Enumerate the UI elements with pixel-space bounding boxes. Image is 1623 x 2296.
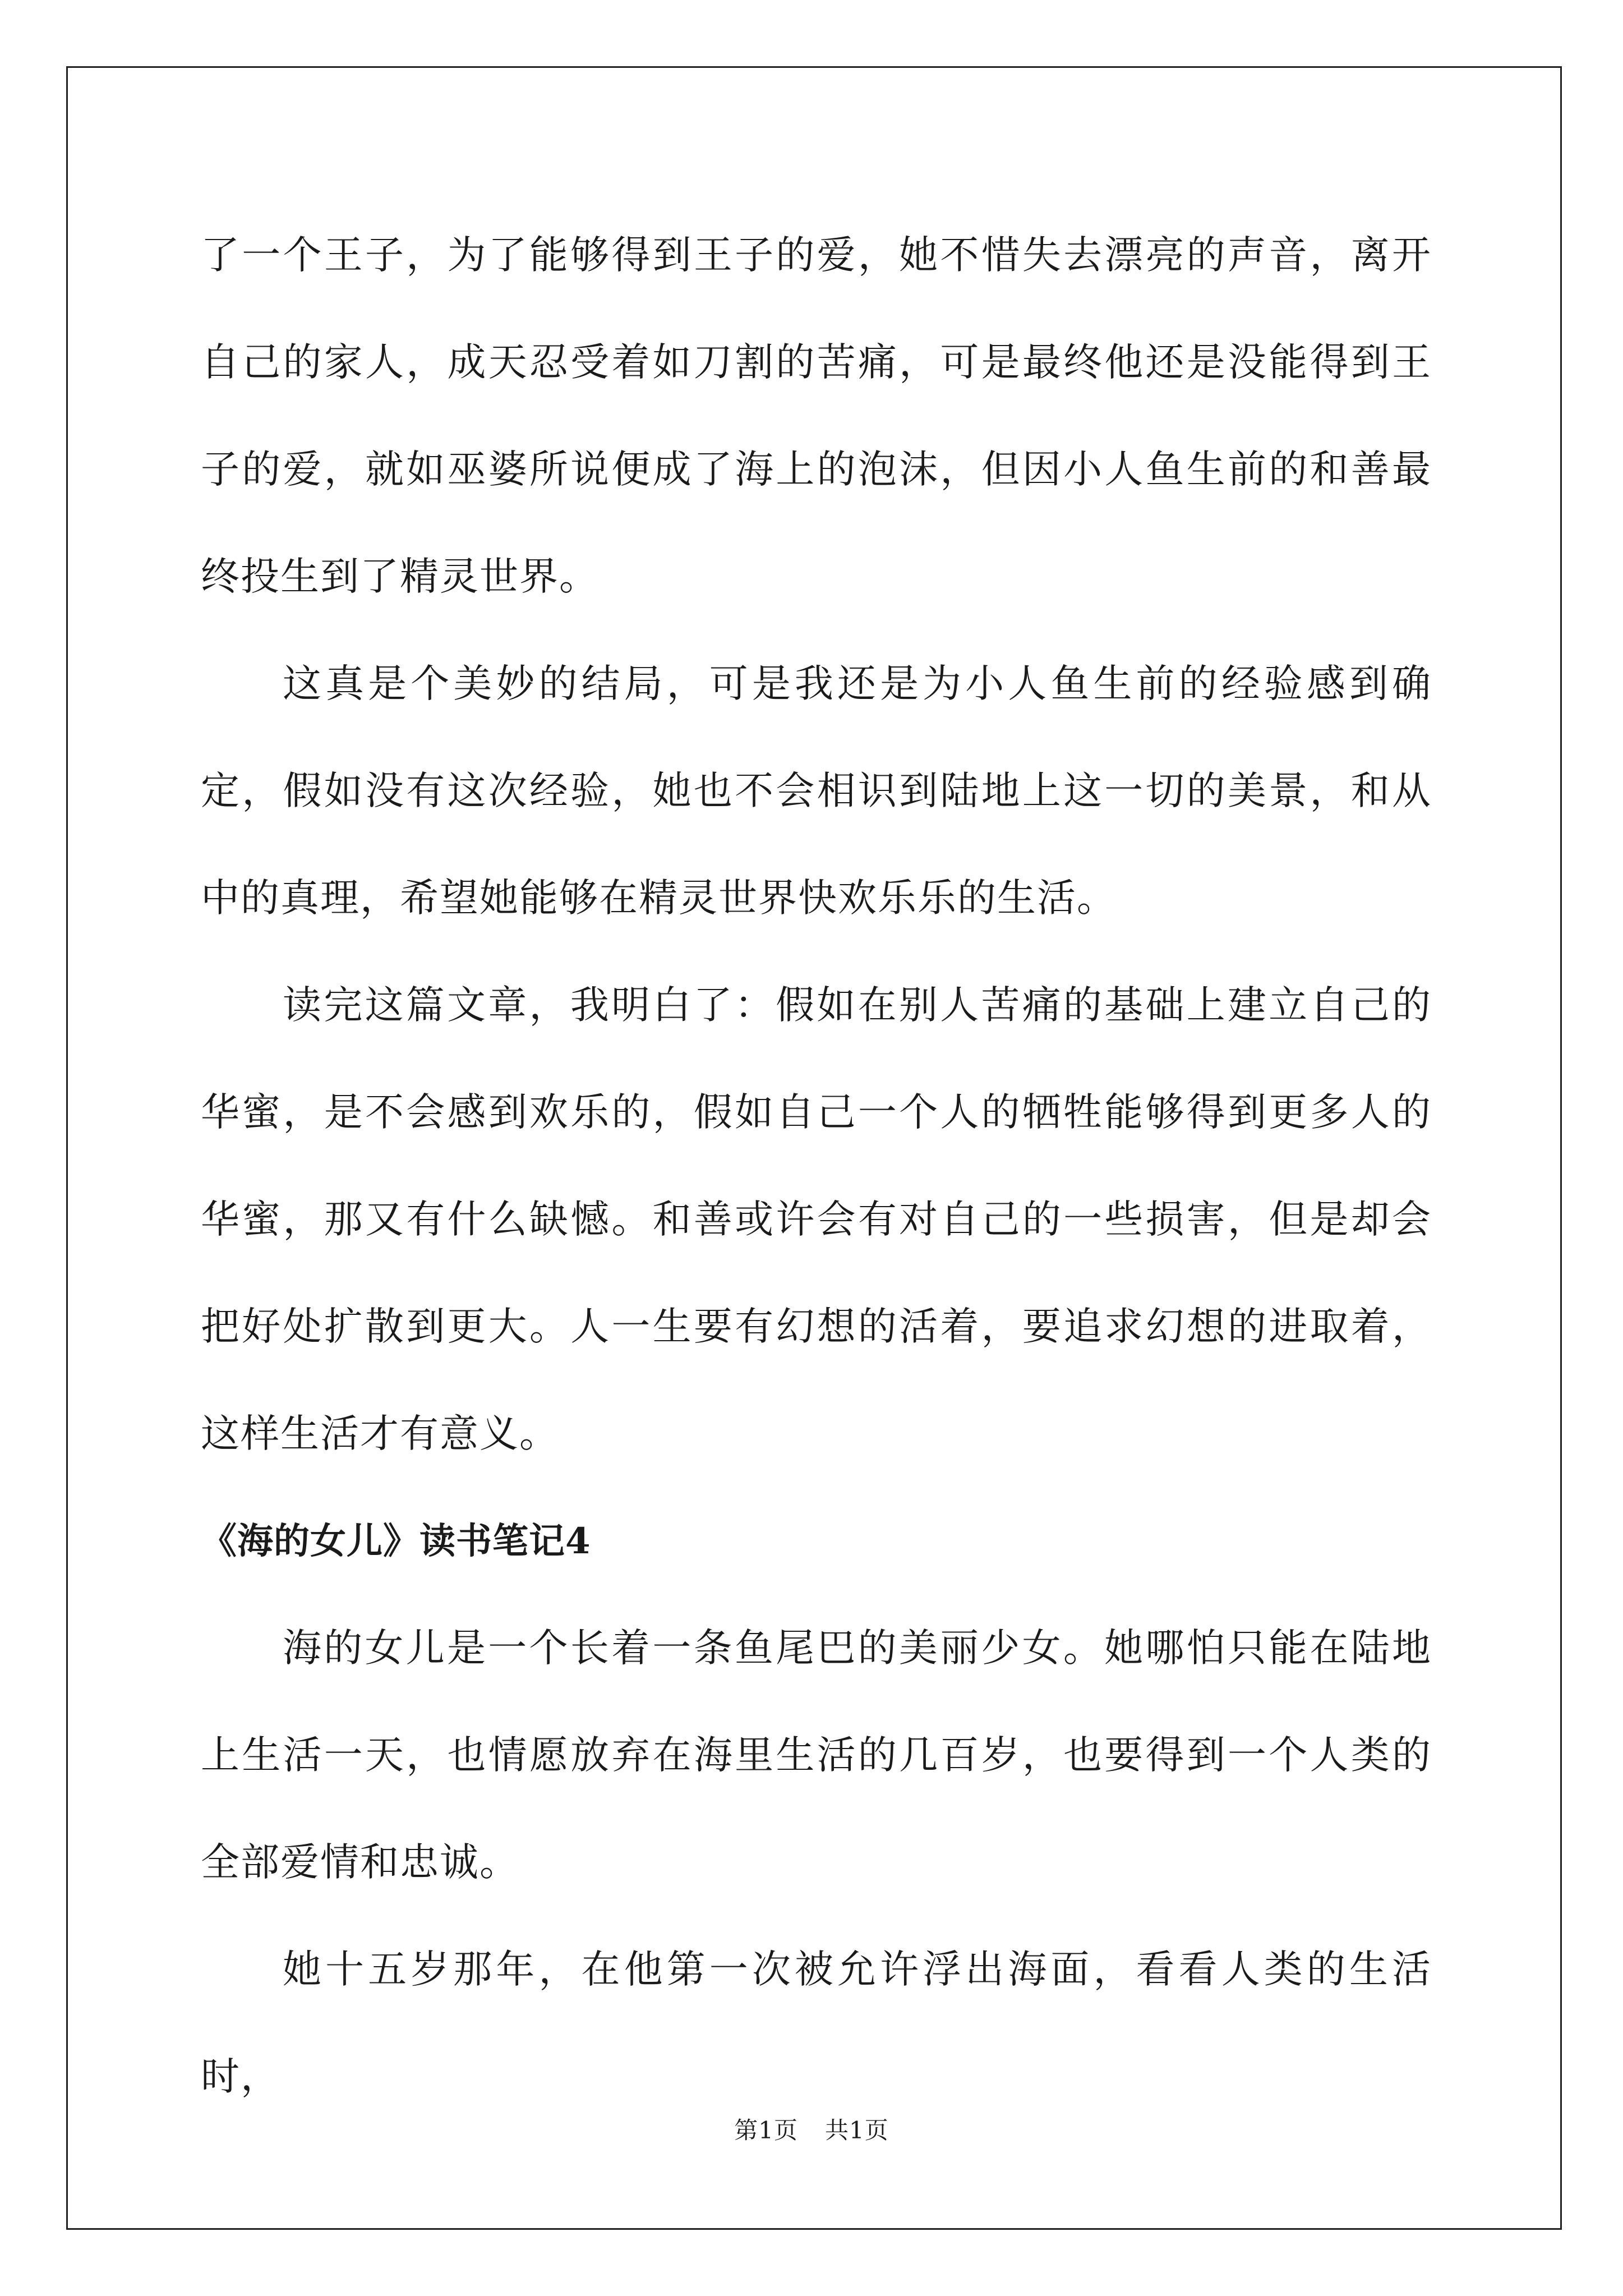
document-body: [201, 202, 1432, 2131]
paragraph-1: 了一个王子，为了能够得到王子的爱，她不惜失去漂亮的声音，离开自己的家人，成天忍受着如刀割的苦痛，可是最终他还是没能得到王子的爱，就如巫婆所说便成了海上的泡沫，但因小人鱼生前的和善最终投生到了精灵世界。: [201, 233, 1432, 599]
paragraph-3: 读完这篇文章，我明白了：假如在别人苦痛的基础上建立自己的华蜜，是不会感到欢乐的，假如自己一个人的牺牲能够得到更多人的华蜜，那又有什么缺憾。和善或许会有对自己的一些损害，但是却会把好处扩散到更大。人一生要有幻想的活着，要追求幻想的进取着，这样生活才有意义。: [201, 983, 1432, 1456]
paragraph-4: 海的女儿是一个长着一条鱼尾巴的美丽少女。她哪怕只能在陆地上生活一天，也情愿放弃在海里生活的几百岁，也要得到一个人类的全部爱情和忠诚。: [201, 1626, 1432, 1885]
page-number: 第1页: [734, 2116, 798, 2144]
paragraph-5: 她十五岁那年，在他第一次被允许浮出海面，看看人类的生活时，: [201, 1947, 1432, 2099]
page-total: 共1页: [825, 2116, 889, 2144]
paragraph-2: 这真是个美妙的结局，可是我还是为小人鱼生前的经验感到确定，假如没有这次经验，她也不会相识到陆地上这一切的美景，和从中的真理，希望她能够在精灵世界快欢乐乐的生活。: [201, 661, 1432, 921]
page-footer: [0, 2112, 1623, 2146]
section-heading: 《海的女儿》读书笔记4: [201, 1520, 591, 1562]
